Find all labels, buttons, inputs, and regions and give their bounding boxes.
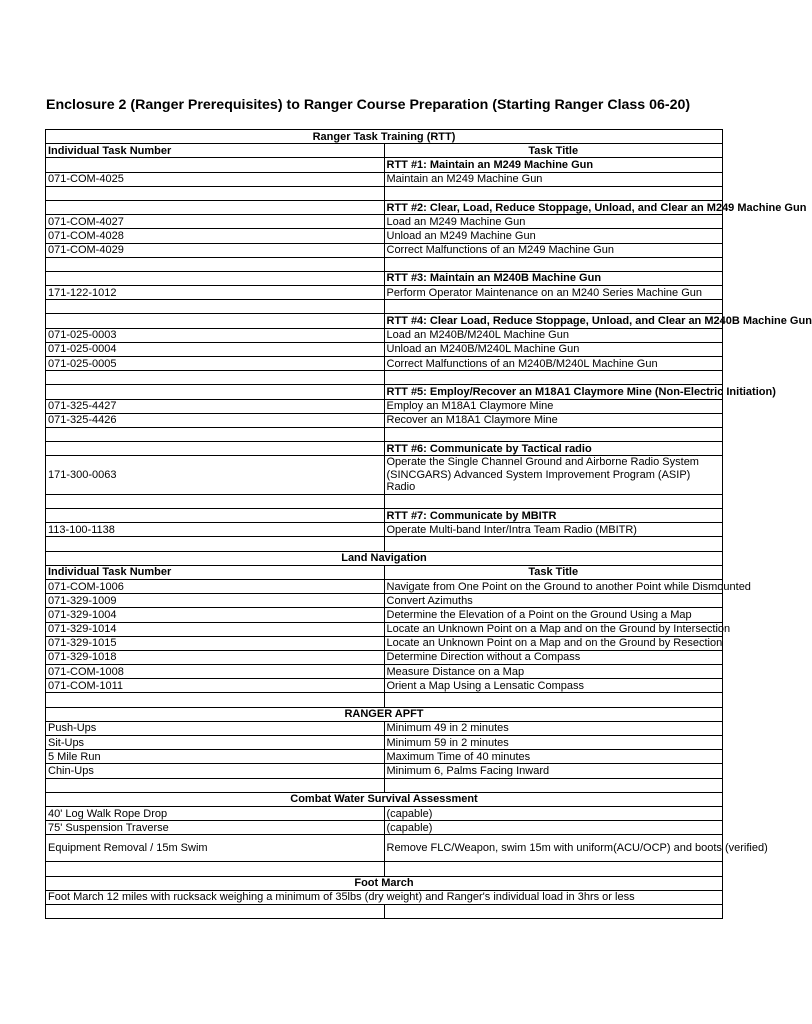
task-number: 071-329-1015: [46, 636, 385, 650]
task-title: Locate an Unknown Point on a Map and on the Ground by Resection: [384, 636, 723, 650]
blank-row: [46, 494, 723, 508]
event-standard: (capable): [384, 806, 723, 820]
task-number: 071-COM-4027: [46, 215, 385, 229]
table-row: [46, 608, 723, 622]
table-row: [46, 821, 723, 835]
task-title: Measure Distance on a Map: [384, 665, 723, 679]
rtt-group-title: RTT #3: Maintain an M240B Machine Gun: [384, 271, 723, 285]
task-number: 071-329-1014: [46, 622, 385, 636]
table-row: [46, 342, 723, 356]
land-nav-heading: Land Navigation: [46, 551, 723, 565]
task-number: 071-329-1009: [46, 594, 385, 608]
event-name: Chin-Ups: [46, 764, 385, 778]
task-number: 071-325-4427: [46, 399, 385, 413]
col-header-task-title: Task Title: [384, 144, 723, 158]
task-number: 071-329-1018: [46, 650, 385, 664]
task-number: 071-025-0003: [46, 328, 385, 342]
table-row: [46, 172, 723, 186]
task-number: 171-122-1012: [46, 286, 385, 300]
task-number: 071-025-0004: [46, 342, 385, 356]
event-standard: Maximum Time of 40 minutes: [384, 750, 723, 764]
task-number: 171-300-0063: [46, 456, 385, 495]
table-row: [46, 721, 723, 735]
task-title: Load an M240B/M240L Machine Gun: [384, 328, 723, 342]
blank-row: [46, 693, 723, 707]
task-number: 113-100-1138: [46, 523, 385, 537]
task-number: 071-COM-1008: [46, 665, 385, 679]
table-row: [46, 523, 723, 537]
table-row: [46, 636, 723, 650]
rtt-heading: Ranger Task Training (RTT): [46, 130, 723, 144]
blank-row: [46, 537, 723, 551]
rtt-group-title: RTT #6: Communicate by Tactical radio: [384, 442, 723, 456]
event-name: Equipment Removal / 15m Swim: [46, 835, 385, 862]
event-standard: Minimum 49 in 2 minutes: [384, 721, 723, 735]
task-number: 071-COM-4025: [46, 172, 385, 186]
event-name: Sit-Ups: [46, 736, 385, 750]
group-title-row: [46, 385, 723, 399]
table-row: [46, 806, 723, 820]
section-heading-row: [46, 876, 723, 890]
cwsa-heading: Combat Water Survival Assessment: [46, 792, 723, 806]
task-title: Determine the Elevation of a Point on the Ground Using a Map: [384, 608, 723, 622]
table-row: [46, 764, 723, 778]
task-title: Orient a Map Using a Lensatic Compass: [384, 679, 723, 693]
section-heading-row: [46, 551, 723, 565]
blank-row: [46, 778, 723, 792]
task-number: 071-COM-4028: [46, 229, 385, 243]
blank-row: [46, 904, 723, 918]
task-number: 071-COM-1011: [46, 679, 385, 693]
blank-row: [46, 862, 723, 876]
blank-row: [46, 371, 723, 385]
table-row: [46, 286, 723, 300]
task-number: 071-025-0005: [46, 357, 385, 371]
rtt-group-title: RTT #4: Clear Load, Reduce Stoppage, Unload, and Clear an M240B Machine Gun: [384, 314, 723, 328]
col-header-task-number: Individual Task Number: [46, 565, 385, 579]
group-title-row: [46, 200, 723, 214]
event-name: 5 Mile Run: [46, 750, 385, 764]
event-standard: (capable): [384, 821, 723, 835]
event-standard: Remove FLC/Weapon, swim 15m with uniform(ACU/OCP) and boots (verified): [384, 835, 723, 862]
section-heading-row: [46, 792, 723, 806]
table-row: [46, 890, 723, 904]
blank-row: [46, 300, 723, 314]
task-title: Locate an Unknown Point on a Map and on the Ground by Intersection: [384, 622, 723, 636]
table-row: [46, 456, 723, 495]
task-title: Navigate from One Point on the Ground to another Point while Dismounted: [384, 579, 723, 593]
table-row: [46, 399, 723, 413]
apft-heading: RANGER APFT: [46, 707, 723, 721]
task-title: Determine Direction without a Compass: [384, 650, 723, 664]
task-number: 071-COM-4029: [46, 243, 385, 257]
blank-row: [46, 257, 723, 271]
table-row: [46, 328, 723, 342]
blank-row: [46, 427, 723, 441]
table-row: [46, 679, 723, 693]
table-row: [46, 736, 723, 750]
table-row: [46, 357, 723, 371]
event-name: Push-Ups: [46, 721, 385, 735]
group-title-row: [46, 314, 723, 328]
task-title: Perform Operator Maintenance on an M240 Series Machine Gun: [384, 286, 723, 300]
group-title-row: [46, 158, 723, 172]
event-standard: Minimum 59 in 2 minutes: [384, 736, 723, 750]
task-title: Employ an M18A1 Claymore Mine: [384, 399, 723, 413]
table-row: [46, 650, 723, 664]
task-number: 071-329-1004: [46, 608, 385, 622]
rtt-group-title: RTT #5: Employ/Recover an M18A1 Claymore Mine (Non-Electric Initiation): [384, 385, 723, 399]
task-number: 071-325-4426: [46, 413, 385, 427]
table-row: [46, 243, 723, 257]
section-heading-row: [46, 130, 723, 144]
task-title: Correct Malfunctions of an M240B/M240L Machine Gun: [384, 357, 723, 371]
task-number: 071-COM-1006: [46, 579, 385, 593]
group-title-row: [46, 442, 723, 456]
task-title: Unload an M249 Machine Gun: [384, 229, 723, 243]
task-title: Load an M249 Machine Gun: [384, 215, 723, 229]
event-standard: Minimum 6, Palms Facing Inward: [384, 764, 723, 778]
rtt-group-title: RTT #2: Clear, Load, Reduce Stoppage, Unload, and Clear an M249 Machine Gun: [384, 200, 723, 214]
task-title: Operate the Single Channel Ground and Airborne Radio System (SINCGARS) Advanced System Improvement Program (ASIP) Radio: [384, 456, 723, 495]
event-name: 75' Suspension Traverse: [46, 821, 385, 835]
group-title-row: [46, 509, 723, 523]
rtt-group-title: RTT #1: Maintain an M249 Machine Gun: [384, 158, 723, 172]
table-row: [46, 594, 723, 608]
table-row: [46, 750, 723, 764]
table-row: [46, 215, 723, 229]
task-title: Correct Malfunctions of an M249 Machine Gun: [384, 243, 723, 257]
table-row: [46, 579, 723, 593]
task-title: Convert Azimuths: [384, 594, 723, 608]
prerequisites-table: [45, 129, 812, 919]
col-header-task-title: Task Title: [384, 565, 723, 579]
task-title: Recover an M18A1 Claymore Mine: [384, 413, 723, 427]
event-name: 40' Log Walk Rope Drop: [46, 806, 385, 820]
blank-row: [46, 186, 723, 200]
task-title: Operate Multi-band Inter/Intra Team Radio (MBITR): [384, 523, 723, 537]
table-row: [46, 622, 723, 636]
task-title: Maintain an M249 Machine Gun: [384, 172, 723, 186]
section-heading-row: [46, 707, 723, 721]
task-title: Unload an M240B/M240L Machine Gun: [384, 342, 723, 356]
group-title-row: [46, 271, 723, 285]
foot-march-text: Foot March 12 miles with rucksack weighing a minimum of 35lbs (dry weight) and Ranger's individual load in 3hrs or less: [46, 890, 723, 904]
document-title: Enclosure 2 (Ranger Prerequisites) to Ranger Course Preparation (Starting Ranger Class 06-20): [46, 97, 691, 113]
table-row: [46, 665, 723, 679]
table-row: [46, 413, 723, 427]
column-header-row: [46, 565, 723, 579]
rtt-group-title: RTT #7: Communicate by MBITR: [384, 509, 723, 523]
col-header-task-number: Individual Task Number: [46, 144, 385, 158]
table-row: [46, 229, 723, 243]
table-row: [46, 835, 723, 862]
column-header-row: [46, 144, 723, 158]
foot-march-heading: Foot March: [46, 876, 723, 890]
